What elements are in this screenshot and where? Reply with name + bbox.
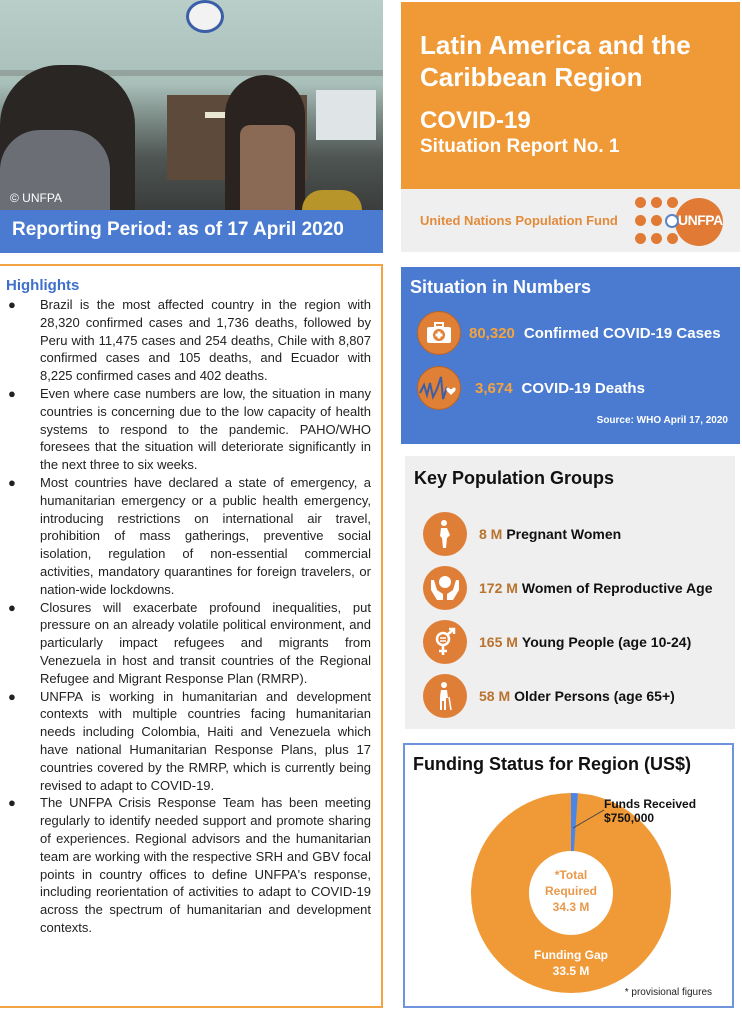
- elderly-person-icon: [423, 674, 467, 718]
- gender-symbol-icon: [423, 620, 467, 664]
- title-block: [401, 2, 740, 189]
- stat-label: COVID-19 Deaths: [521, 379, 645, 397]
- group-reproductive-age: 172 M Women of Reproductive Age: [423, 566, 713, 610]
- bullet-icon: ●: [8, 385, 16, 401]
- list-item: ● Brazil is the most affected country in the region with 28,320 confirmed cases and 1,736 deaths, followed by Peru with 11,475 cases and 254 deaths, Chile with 8,807 confirmed cases and 105 deaths, and Ecuador with 8,225 confirmed cases and 402 deaths.: [8, 297, 371, 384]
- list-item: ● Most countries have declared a state of emergency, a humanitarian emergency or a public health emergency, introducing restrictions on international air travel, prohibition of mass gatherings, preventive social isolation, regulation of non-essential commercial activities, mandatory quarantines for foreign travelers, or nation-wide lockdowns.: [8, 474, 371, 597]
- unfpa-logo: UNFPA: [635, 197, 735, 245]
- stat-value: 3,674: [475, 379, 513, 397]
- stat-confirmed-cases: [417, 310, 721, 356]
- funding-gap-label: Funding Gap 33.5 M: [534, 948, 608, 978]
- org-bar: [401, 189, 740, 252]
- org-name: United Nations Population Fund: [420, 213, 618, 228]
- situation-panel: [401, 267, 740, 444]
- report-number: Situation Report No. 1: [420, 136, 620, 157]
- region-title: Latin America and the Caribbean Region: [420, 30, 691, 92]
- highlights-heading: Highlights: [6, 277, 80, 294]
- cover-photo: [0, 0, 383, 210]
- list-item: ● The UNFPA Crisis Response Team has been meeting regularly to identify needed support and promote sharing of experiences. Regional advisors and the humanitarian team are working with the respective SRH and GBV focal points in country offices to define UNFPA's response, including reorientation of activities to adapt to COVID-19 across the spectrum of humanitarian and development contexts.: [8, 795, 371, 935]
- key-population-panel: [405, 456, 735, 729]
- highlights-list: [0, 296, 381, 937]
- funding-heading: Funding Status for Region (US$): [413, 754, 691, 774]
- un-emblem-icon: [665, 214, 679, 228]
- pregnant-woman-icon: [423, 512, 467, 556]
- funding-panel: [403, 743, 734, 1008]
- group-pregnant-women: 8 M Pregnant Women: [423, 512, 621, 556]
- situation-heading: Situation in Numbers: [410, 277, 592, 297]
- stat-label: Confirmed COVID-19 Cases: [523, 324, 721, 342]
- clock-image: [186, 0, 224, 33]
- hands-holding-icon: [423, 566, 467, 610]
- group-older-persons: 58 M Older Persons (age 65+): [423, 674, 675, 718]
- stat-value: 80,320: [469, 324, 515, 342]
- medical-kit-icon: [417, 311, 461, 355]
- bullet-icon: ●: [8, 795, 16, 811]
- covid-title: COVID-19: [420, 107, 531, 134]
- heartbeat-icon: [417, 366, 461, 410]
- group-young-people: 165 M Young People (age 10-24): [423, 620, 691, 664]
- bullet-icon: ●: [8, 474, 16, 490]
- source-note: Source: WHO April 17, 2020: [596, 415, 728, 426]
- bullet-icon: ●: [8, 599, 16, 615]
- bullet-icon: ●: [8, 297, 16, 312]
- highlights-panel: [0, 264, 383, 1008]
- reporting-period: Reporting Period: as of 17 April 2020: [0, 210, 383, 253]
- list-item: ● Even where case numbers are low, the situation in many countries is concerning due to the low capacity of health systems to respond to the pandemic. PAHO/WHO foresees that the situation will deteriorate significantly in the next three to six weeks.: [8, 385, 371, 473]
- list-item: ● UNFPA is working in humanitarian and development contexts with multiple countries facing humanitarian needs including Colombia, Haiti and Venezuela which have national Humanitarian Response Plans, plus 17 countries covered by the RMRP, which is currently being revised to adapt to COVID-19.: [8, 688, 371, 793]
- photo-credit: © UNFPA: [10, 191, 62, 205]
- funds-received-label: Funds Received $750,000: [604, 797, 697, 825]
- list-item: ● Closures will exacerbate profound inequalities, put pressure on an already volatile political environment, and particularly impact refugees and migrants from Venezuela in host and transit countries of the Regional Refugee and Migrant Response Plan (RMRP).: [8, 599, 371, 686]
- key-population-heading: Key Population Groups: [414, 468, 615, 488]
- total-required: *Total Required 34.3 M: [544, 868, 597, 914]
- bullet-icon: ●: [8, 688, 16, 704]
- stat-deaths: [417, 365, 645, 411]
- provisional-note: * provisional figures: [624, 987, 712, 998]
